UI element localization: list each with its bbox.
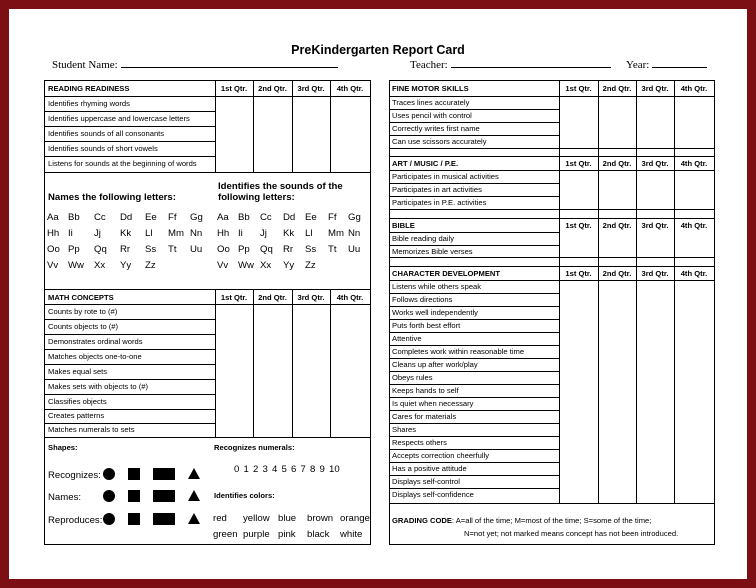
quarter-2-header: 2nd Qtr. xyxy=(258,293,287,302)
shape-row-label: Names: xyxy=(48,492,82,503)
left-panel xyxy=(44,80,371,545)
letter: Dd xyxy=(283,212,296,223)
list-item: Creates patterns xyxy=(48,411,105,420)
quarter-3-header: 3rd Qtr. xyxy=(297,84,325,93)
letter: Yy xyxy=(283,260,295,271)
letter: Ss xyxy=(145,244,157,255)
quarter-3-header: 3rd Qtr. xyxy=(641,221,669,230)
sounds-letters-heading-2: following letters: xyxy=(218,192,295,203)
rectangle-icon xyxy=(153,513,175,525)
color-name: green xyxy=(213,529,238,540)
letter: Ee xyxy=(145,212,157,223)
color-name: blue xyxy=(278,513,297,524)
quarter-1-header: 1st Qtr. xyxy=(565,221,592,230)
letter: Mm xyxy=(328,228,344,239)
letter: Xx xyxy=(94,260,106,271)
letter: Ss xyxy=(305,244,317,255)
page-title: PreKindergarten Report Card xyxy=(291,43,465,57)
letter: Ll xyxy=(305,228,313,239)
quarter-4-header: 4th Qtr. xyxy=(680,221,708,230)
quarter-4-header: 4th Qtr. xyxy=(680,84,708,93)
letter: Mm xyxy=(168,228,184,239)
list-item: Matches numerals to sets xyxy=(48,425,135,434)
letter: Qq xyxy=(260,244,273,255)
letter: Nn xyxy=(348,228,361,239)
grading-code-line xyxy=(392,517,651,525)
quarter-1-header: 1st Qtr. xyxy=(220,84,248,93)
list-item: Follows directions xyxy=(392,295,453,304)
color-name: purple xyxy=(243,529,270,540)
list-item: Participates in art activities xyxy=(392,185,482,194)
grading-code-text-2: N=not yet; not marked means concept has not been introduced. xyxy=(464,529,679,538)
grading-code-text: : A=all of the time; M=most of the time; S=some of the time; xyxy=(451,516,652,525)
triangle-icon xyxy=(188,468,200,479)
circle-icon xyxy=(103,513,115,525)
letter: Ff xyxy=(328,212,337,223)
list-item: Completes work within reasonable time xyxy=(392,347,525,356)
list-item: Can use scissors accurately xyxy=(392,137,487,146)
letter: Zz xyxy=(145,260,156,271)
list-item: Accepts correction cheerfully xyxy=(392,451,490,460)
list-item: Uses pencil with control xyxy=(392,111,472,120)
teacher-field[interactable] xyxy=(410,58,611,71)
art-music-pe-heading: ART / MUSIC / P.E. xyxy=(392,159,459,168)
quarter-1-header: 1st Qtr. xyxy=(565,269,592,278)
letter: Rr xyxy=(120,244,131,255)
color-name: red xyxy=(213,513,227,524)
grading-code-label: GRADING CODE xyxy=(392,516,452,525)
letter: Jj xyxy=(94,228,101,239)
quarter-4-header: 4th Qtr. xyxy=(336,293,364,302)
sounds-letters-heading: Identifies the sounds of the xyxy=(218,181,343,192)
character-development-heading: CHARACTER DEVELOPMENT xyxy=(392,269,501,278)
letter: Yy xyxy=(120,260,132,271)
shapes-heading: Shapes: xyxy=(48,443,78,452)
student-name-line[interactable] xyxy=(121,58,338,68)
quarter-3-header: 3rd Qtr. xyxy=(641,269,669,278)
letter: Tt xyxy=(328,244,337,255)
right-panel xyxy=(389,80,715,545)
letter: Aa xyxy=(217,212,229,223)
list-item: Identifies uppercase and lowercase letters xyxy=(48,114,190,123)
list-item: Memorizes Bible verses xyxy=(392,247,473,256)
letter: Ii xyxy=(238,228,243,239)
bible-heading: BIBLE xyxy=(392,221,415,230)
letter: Jj xyxy=(260,228,267,239)
quarter-2-header: 2nd Qtr. xyxy=(602,159,632,168)
quarter-3-header: 3rd Qtr. xyxy=(641,159,669,168)
letter: Vv xyxy=(47,260,59,271)
list-item: Listens while others speak xyxy=(392,282,482,291)
quarter-4-header: 4th Qtr. xyxy=(680,269,708,278)
letter: Gg xyxy=(348,212,361,223)
quarter-2-header: 2nd Qtr. xyxy=(602,269,632,278)
list-item: Attentive xyxy=(392,334,422,343)
list-item: Displays self-confidence xyxy=(392,490,474,499)
letter: Ff xyxy=(168,212,177,223)
list-item: Is quiet when necessary xyxy=(392,399,474,408)
quarter-4-header: 4th Qtr. xyxy=(680,159,708,168)
list-item: Obeys rules xyxy=(392,373,433,382)
reading-readiness-heading: READING READINESS xyxy=(48,84,130,93)
color-name: brown xyxy=(307,513,334,524)
year-field[interactable] xyxy=(626,58,707,71)
list-item: Puts forth best effort xyxy=(392,321,461,330)
shape-row-label: Reproduces: xyxy=(48,515,103,526)
color-name: pink xyxy=(278,529,296,540)
letter: Rr xyxy=(283,244,294,255)
numerals-list: 0 1 2 3 4 5 6 7 8 9 10 xyxy=(234,464,340,475)
letter: Hh xyxy=(217,228,230,239)
colors-heading: Identifies colors: xyxy=(214,491,275,500)
letter: Ww xyxy=(238,260,254,271)
square-icon xyxy=(128,513,140,525)
rectangle-icon xyxy=(153,490,175,502)
list-item: Cleans up after work/play xyxy=(392,360,478,369)
list-item: Demonstrates ordinal words xyxy=(48,337,143,346)
fine-motor-heading: FINE MOTOR SKILLS xyxy=(392,84,469,93)
quarter-2-header: 2nd Qtr. xyxy=(602,84,632,93)
circle-icon xyxy=(103,490,115,502)
letter: Nn xyxy=(190,228,203,239)
letter: Ee xyxy=(305,212,317,223)
list-item: Keeps hands to self xyxy=(392,386,459,395)
list-item: Counts objects to (#) xyxy=(48,322,119,331)
shape-row-label: Recognizes: xyxy=(48,470,101,481)
list-item: Correctly writes first name xyxy=(392,124,480,133)
list-item: Identifies sounds of short vowels xyxy=(48,144,158,153)
letter: Cc xyxy=(260,212,272,223)
letter: Ww xyxy=(68,260,84,271)
year-label: Year: xyxy=(626,59,650,71)
list-item: Identifies sounds of all consonants xyxy=(48,129,165,138)
letter: Cc xyxy=(94,212,106,223)
letter: Gg xyxy=(190,212,203,223)
letter: Uu xyxy=(190,244,203,255)
math-concepts-heading: MATH CONCEPTS xyxy=(48,293,114,302)
rectangle-icon xyxy=(153,468,175,480)
letter: Bb xyxy=(68,212,80,223)
letter: Kk xyxy=(283,228,295,239)
list-item: Classifies objects xyxy=(48,397,107,406)
list-item: Makes sets with objects to (#) xyxy=(48,382,149,391)
numerals-heading: Recognizes numerals: xyxy=(214,443,295,452)
quarter-3-header: 3rd Qtr. xyxy=(297,293,325,302)
triangle-icon xyxy=(188,513,200,524)
quarter-1-header: 1st Qtr. xyxy=(565,159,592,168)
names-letters-heading: Names the following letters: xyxy=(48,192,176,203)
year-line[interactable] xyxy=(652,58,707,68)
letter: Zz xyxy=(305,260,316,271)
teacher-line[interactable] xyxy=(451,58,611,68)
list-item: Displays self-control xyxy=(392,477,460,486)
list-item: Identifies rhyming words xyxy=(48,99,130,108)
triangle-icon xyxy=(188,490,200,501)
color-name: white xyxy=(340,529,363,540)
letter: Oo xyxy=(47,244,60,255)
letter: Vv xyxy=(217,260,229,271)
letter: Pp xyxy=(238,244,250,255)
quarter-1-header: 1st Qtr. xyxy=(565,84,592,93)
letter: Oo xyxy=(217,244,230,255)
letter: Tt xyxy=(168,244,177,255)
list-item: Shares xyxy=(392,425,417,434)
list-item: Bible reading daily xyxy=(392,234,455,243)
quarter-2-header: 2nd Qtr. xyxy=(602,221,632,230)
list-item: Counts by rote to (#) xyxy=(48,307,118,316)
list-item: Traces lines accurately xyxy=(392,98,470,107)
list-item: Has a positive attitude xyxy=(392,464,467,473)
letter: Aa xyxy=(47,212,59,223)
letter: Hh xyxy=(47,228,60,239)
letter: Ll xyxy=(145,228,153,239)
list-item: Makes equal sets xyxy=(48,367,108,376)
square-icon xyxy=(128,468,140,480)
quarter-3-header: 3rd Qtr. xyxy=(641,84,669,93)
letter: Ii xyxy=(68,228,73,239)
color-name: orange xyxy=(340,513,370,524)
letter: Dd xyxy=(120,212,133,223)
square-icon xyxy=(128,490,140,502)
list-item: Respects others xyxy=(392,438,447,447)
list-item: Participates in P.E. activities xyxy=(392,198,487,207)
quarter-2-header: 2nd Qtr. xyxy=(258,84,287,93)
list-item: Participates in musical activities xyxy=(392,172,499,181)
color-name: yellow xyxy=(243,513,270,524)
color-name: black xyxy=(307,529,330,540)
list-item: Cares for materials xyxy=(392,412,457,421)
letter: Kk xyxy=(120,228,132,239)
list-item: Listens for sounds at the beginning of words xyxy=(48,159,197,168)
student-name-field[interactable] xyxy=(52,58,338,71)
circle-icon xyxy=(103,468,115,480)
letter: Uu xyxy=(348,244,361,255)
letter: Pp xyxy=(68,244,80,255)
quarter-1-header: 1st Qtr. xyxy=(220,293,248,302)
letter: Xx xyxy=(260,260,272,271)
quarter-4-header: 4th Qtr. xyxy=(336,84,364,93)
letter: Bb xyxy=(238,212,250,223)
student-name-label: Student Name: xyxy=(52,59,118,71)
letter: Qq xyxy=(94,244,107,255)
teacher-label: Teacher: xyxy=(410,59,448,71)
list-item: Works well independently xyxy=(392,308,478,317)
list-item: Matches objects one-to-one xyxy=(48,352,142,361)
